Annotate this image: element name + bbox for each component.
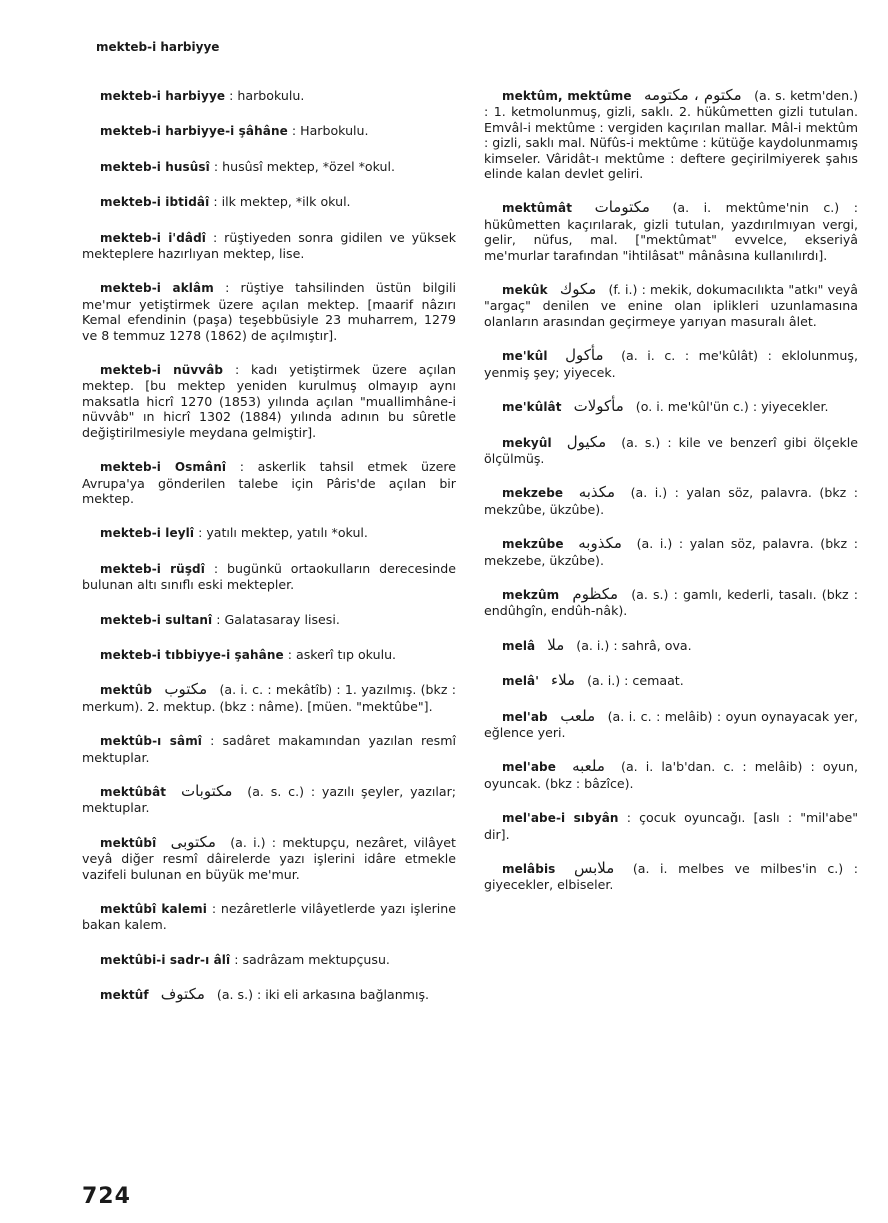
entry-definition: : Galatasaray lisesi. [216,611,340,627]
entry-definition: (a. i.) : yalan söz, palavra. (bkz : mekzûbe, ükzûbe). [484,485,858,517]
dictionary-entry [82,525,456,541]
dictionary-entry [82,987,456,1003]
entry-definition: : askerî tıp okulu. [287,646,397,662]
entry-ottoman-script: مکتوبات [180,781,233,800]
entry-headword: mekteb-i aklâm [100,281,214,296]
entry-definition: (a. i. c. : melâib) : oyun oynayacak yer, eğlence yeri. [484,708,858,740]
entry-headword: melâ [502,638,536,653]
dictionary-entry [82,832,456,882]
entry-headword: mekteb-i harbiyye [100,89,226,103]
entry-definition: : kadı yetiştirmek üzere açılan mektep. [bu mektep yeniden kurulmuş olmayıp aynı maksatla hicrî 1270 (1853) yılında açılan "muallimhâne-i nüvvâb" ın hicrî 1302 (1884) yılında adının bu sûretle değiştirilmesiyle meydana gelmiştir]. [82,362,456,440]
dictionary-entry [82,159,456,175]
entry-ottoman-script: ملا [547,635,565,654]
entry-headword: mektûf [100,988,149,1003]
entry-headword: mekteb-i rüşdî [100,561,205,576]
dictionary-entry [82,280,456,343]
dictionary-entry [484,200,858,263]
entry-definition: : yatılı mektep, yatılı *okul. [198,525,368,541]
entry-headword: mekteb-i tıbbiyye-i şahâne [100,647,284,662]
entry-ottoman-script: مکتوف [160,985,205,1004]
entry-headword: me'kûl [502,349,548,364]
entry-definition: (a. i.) : sahrâ, ova. [576,637,692,653]
entry-definition: : bugünkü ortaokulların derecesinde bulunan altı sınıflı eski mektepler. [82,560,456,593]
entry-ottoman-script: ملعب [560,706,596,725]
dictionary-entry [484,759,858,791]
dictionary-entry [82,362,456,440]
entry-definition: : rüştiyeden sonra gidilen ve yüksek mekteplere hazırlıyan mektep, lise. [82,229,456,262]
entry-headword: mekûk [502,283,548,298]
entry-headword: mektûmât [502,201,573,216]
page-number: 724 [82,1184,131,1209]
dictionary-entry [82,901,456,933]
entry-definition: : rüştiye tahsilinden üstün bilgili me'mur yetiştirmek üzere açılan mektep. [maarif nâzırı Kemal efendinin (paşa) teşebbüsiyle 23 muharrem, 1279 ve 8 temmuz 1278 (1862) de açılmıştır]. [82,280,456,343]
entry-headword: mel'abe [502,760,556,775]
dictionary-entry [82,123,456,139]
entry-ottoman-script: مکتومات [594,198,650,217]
entry-headword: mektûbât [100,784,167,799]
dictionary-entry [484,635,858,654]
entry-definition: (f. i.) : mekik, dokumacılıkta "atkı" veyâ "argaç" denilen ve enine olan iplikleri uzunlamasına olanların arasından geçirmeye yarıyan masuralı âlet. [484,282,858,329]
entry-definition: (o. i. me'kûl'ün c.) : yiyecekler. [635,399,829,415]
entry-headword: mektûm, mektûme [502,89,632,103]
dictionary-entry [484,485,858,517]
entry-headword: mekteb-i i'dâdî [100,230,206,245]
dictionary-entry [484,399,858,415]
dictionary-entry [82,612,456,628]
running-head: mekteb-i harbiyye [96,40,220,54]
entry-headword: mekteb-i sultanî [100,612,213,627]
dictionary-entry [82,194,456,210]
entry-definition: : ilk mektep, *ilk okul. [213,194,351,210]
entry-headword: mektûbi-i sadr-ı âlî [100,952,231,967]
entry-definition: : sadrâzam mektupçusu. [234,951,390,967]
dictionary-entry [82,88,456,104]
entry-headword: mekzebe [502,486,564,501]
entry-headword: me'kûlât [502,400,562,415]
dictionary-entry [484,584,858,619]
entry-definition: (a. i. c. : mekâtîb) : 1. yazılmış. (bkz : merkum). 2. mektup. (bkz : nâme). [müen. "mektûbe"]. [82,682,456,714]
dictionary-entry [484,861,858,893]
entry-headword: mel'abe-i sıbyân [502,811,619,826]
entry-definition: : nezâretlerle vilâyetlerde yazı işlerine bakan kalem. [82,901,456,933]
entry-definition: (a. i.) : yalan söz, palavra. (bkz : mekzebe, ükzûbe). [484,536,858,568]
dictionary-entry [484,706,858,741]
entry-headword: mekteb-i Osmânî [100,460,227,475]
entry-definition: : harbokulu. [229,88,305,103]
dictionary-entry [82,682,456,714]
entry-headword: mekzûm [502,587,560,602]
dictionary-entry [484,673,858,689]
dictionary-entry [484,88,858,181]
dictionary-entry [82,781,456,816]
entry-headword: melâ' [502,674,540,689]
entry-definition: : husûsî mektep, *özel *okul. [213,158,395,174]
entry-definition: (a. s.) : iki eli arkasına bağlanmış. [216,987,430,1003]
left-column [82,88,456,1023]
entry-ottoman-script: مکذوبه [578,534,622,553]
entry-headword: mekteb-i harbiyye-i şâhâne [100,124,288,139]
dictionary-entry [484,282,858,329]
entry-definition: (a. i.) : cemaat. [587,673,684,689]
entry-definition: (a. s. c.) : yazılı şeyler, yazılar; mektuplar. [82,783,456,816]
entry-ottoman-script: مکتوبی [170,832,216,851]
dictionary-entry [82,561,456,593]
dictionary-entry [82,230,456,262]
entry-definition: : sadâret makamından yazılan resmî mektuplar. [82,733,456,765]
entry-ottoman-script: مکظوم [572,584,619,603]
entry-ottoman-script: مأکولات [573,397,624,416]
entry-ottoman-script: مکتوب [164,680,208,699]
entry-headword: mektûb-ı sâmî [100,734,203,749]
entry-definition: : Harbokulu. [291,123,369,139]
dictionary-entry [484,348,858,380]
entry-ottoman-script: ملاء [551,671,576,690]
dictionary-entry [484,810,858,842]
entry-definition: (a. i. mektûme'nin c.) : hükûmetten kaçırılarak, gizli tutulan, yazdırılmıyan vergi, gelir, nüfus, mal. ["mektûmat" evvelce, ekseriyâ me'murlar tarafından "ihtilâsat" mânâsına kullanılırdı]. [484,200,858,263]
entry-ottoman-script: مکیول [566,432,607,451]
entry-definition: (a. s.) : gamlı, kederli, tasalı. (bkz : endûhgîn, endûh-nâk). [484,586,858,619]
entry-definition: (a. s. ketm'den.) : 1. ketmolunmuş, gizli, saklı. 2. hükûmetten gizli tutulan. Emvâl-i mektûme : vergiden kaçırılan mallar. Mâl-i mektûm : gizli, saklı mal. Nüfûs-i mektûme : kütüğe kaydolunmamış kimseler. Vâridât-ı mektûme : deftere geçirilmiyerek şahıs elinde kalan devlet geliri. [484,88,858,182]
entry-headword: mekteb-i nüvvâb [100,363,224,378]
right-column [484,88,858,912]
entry-headword: mekteb-i ibtidâî [100,195,210,210]
entry-definition: (a. i.) : mektupçu, nezâret, vilâyet veyâ diğer resmî dâirelerde yazı işlerini idâre etmekle vazifeli bulunan en büyük me'mur. [82,834,456,882]
entry-headword: mekyûl [502,435,552,450]
dictionary-entry [82,733,456,765]
dictionary-entry [484,432,859,467]
entry-definition: (a. i. la'b'dan. c. : melâib) : oyun, oyuncak. (bkz : bâzîce). [484,759,858,791]
entry-definition: : askerlik tahsil etmek üzere Avrupa'ya gönderilen talebe için Pâris'de açılan bir mektep. [82,459,456,506]
entry-headword: mektûbî kalemi [100,902,207,916]
entry-headword: mektûb [100,683,153,698]
entry-headword: mektûbî [100,835,157,850]
dictionary-entry [484,536,858,568]
entry-ottoman-script: ملابس [573,859,615,877]
entry-ottoman-script: مکذبه [578,483,616,502]
entry-ottoman-script: مکتوم ، مکتومه [643,86,742,104]
entry-definition: (a. i. c. : me'kûlât) : eklolunmuş, yenmiş şey; yiyecek. [484,348,858,380]
entry-headword: mel'ab [502,709,548,724]
entry-headword: mekzûbe [502,537,564,552]
entry-definition: (a. s.) : kile ve benzerî gibi ölçekle ölçülmüş. [484,434,859,466]
dictionary-entry [82,647,456,663]
entry-ottoman-script: مکوك [559,280,597,299]
entry-definition: : çocuk oyuncağı. [aslı : "mil'abe" dir]. [484,810,858,842]
entry-headword: mekteb-i leylî [100,526,195,541]
dictionary-entry [82,952,456,968]
entry-ottoman-script: ملعبه [572,757,605,776]
entry-headword: melâbis [502,862,556,876]
entry-ottoman-script: مأکول [565,346,604,365]
dictionary-entry [82,459,456,506]
entry-headword: mekteb-i husûsî [100,159,210,174]
entry-definition: (a. i. melbes ve milbes'in c.) : giyecekler, elbiseler. [484,861,858,893]
